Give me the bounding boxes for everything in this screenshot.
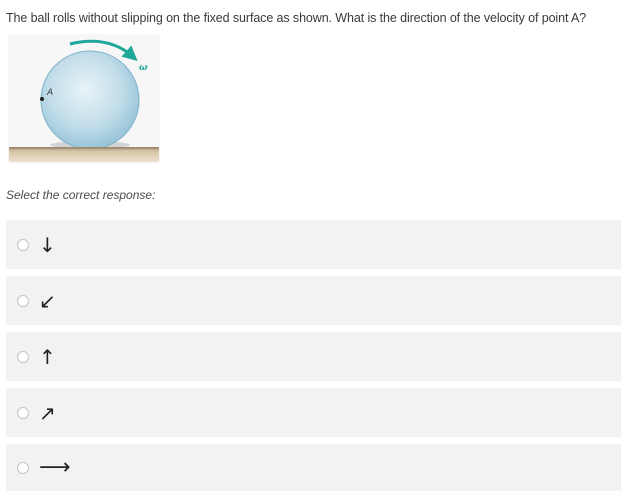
option-radio[interactable] [17,351,29,363]
response-prompt: Select the correct response: [6,188,156,202]
ground-surface [9,147,159,162]
option-radio[interactable] [17,295,29,307]
question-text: The ball rolls without slipping on the fixed surface as shown. What is the direction of the velocity of point A? [6,11,587,25]
option-arrow-down[interactable] [6,220,621,269]
ball [41,51,139,149]
arrow-up-icon: ↑ [39,344,56,369]
option-arrow-right[interactable] [6,444,621,491]
point-a-dot [40,97,44,101]
arrow-up-right-icon: ↗ [39,400,56,425]
option-arrow-down-left[interactable] [6,276,621,325]
omega-label: ω [139,63,148,73]
option-arrow-up[interactable] [6,332,621,381]
option-radio[interactable] [17,462,29,474]
point-a-label: A [47,87,54,97]
option-arrow-up-right[interactable] [6,388,621,437]
arrow-down-icon: ↓ [39,232,56,257]
rolling-ball-figure [8,34,160,164]
arrow-right-icon: ⟶ [39,454,71,480]
option-radio[interactable] [17,407,29,419]
answer-options [6,220,621,498]
option-radio[interactable] [17,239,29,251]
arrow-down-left-icon: ↙ [39,288,56,313]
